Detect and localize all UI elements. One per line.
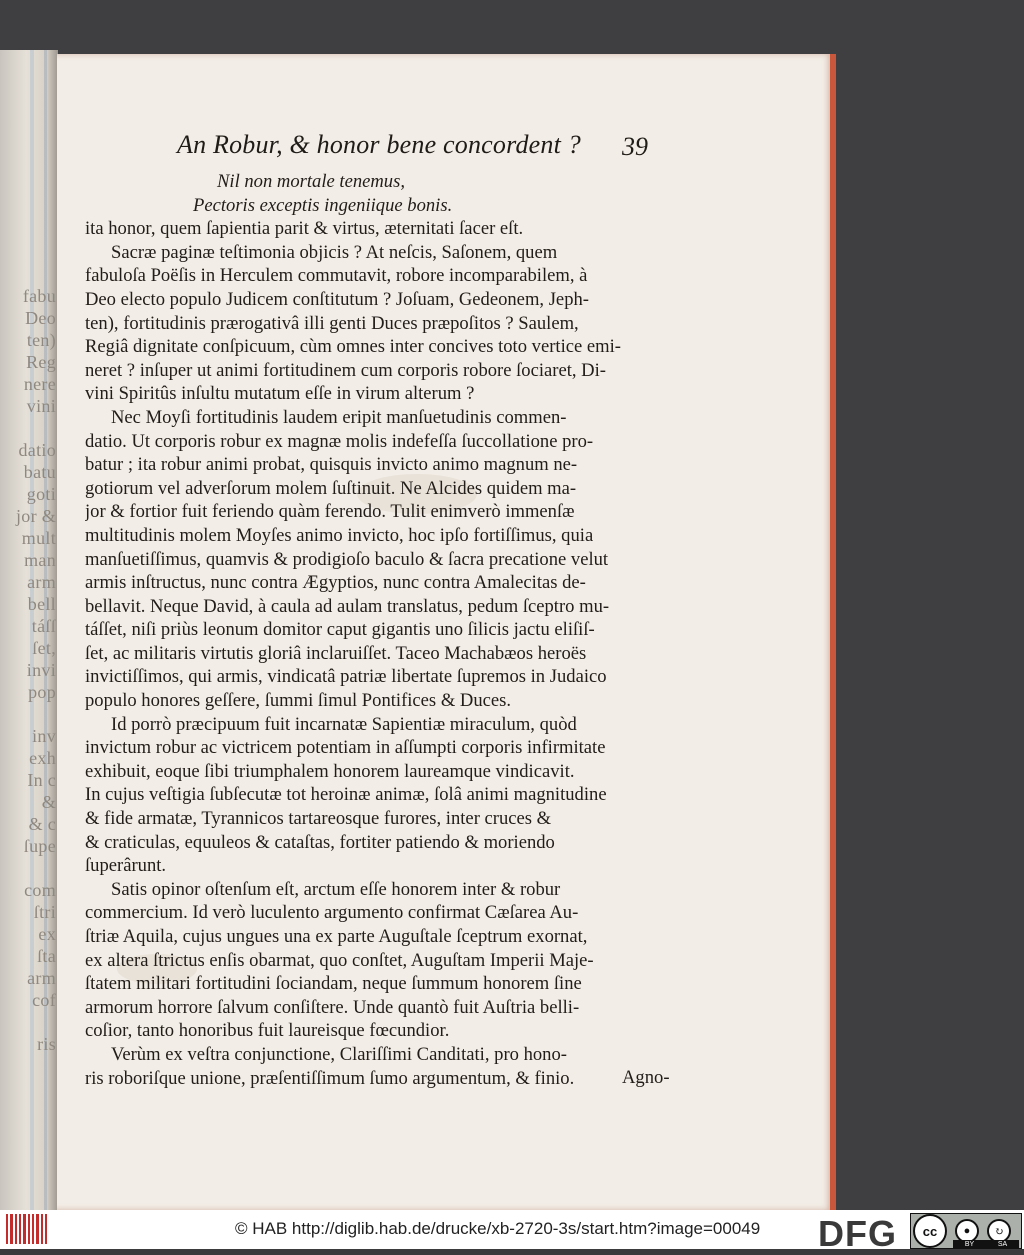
- text-line: jor & fortior fuit feriendo quàm ferendo. Tulit enimverò immenſæ: [85, 501, 575, 523]
- facing-page-fragment: In c: [27, 770, 56, 790]
- dfg-logo[interactable]: DFG: [818, 1213, 897, 1254]
- facing-page-fragment: táſſ: [31, 616, 56, 636]
- facing-page-fragment: nere: [23, 374, 56, 394]
- facing-page-fragment: exh: [29, 748, 56, 768]
- facing-page-fragment: pop: [28, 682, 56, 702]
- text-line: ſtriæ Aquila, cujus ungues una ex parte Auguſtale ſceptrum exornat,: [85, 926, 588, 947]
- text-line: ris roboriſque unione, præſentiſſimum ſumo argumentum, & finio.: [85, 1067, 575, 1089]
- text-line: armis inſtructus, nunc contra Ægyptios, nunc contra Amalecitas de-: [85, 572, 586, 594]
- book-page: [57, 54, 836, 1210]
- facing-page-fragment: inv: [32, 726, 56, 746]
- facing-page-fragment: [0, 417, 56, 439]
- facing-page-fragment: bell: [27, 594, 56, 614]
- text-line: neret ? inſuper ut animi fortitudinem cum corporis robore ſociaret, Di-: [85, 359, 606, 381]
- facing-page-fragment: [0, 857, 56, 879]
- facing-page-fragment: ſtri: [33, 902, 56, 922]
- verse-line: Nil non mortale tenemus,: [217, 171, 405, 192]
- facing-page-fragment: ris: [37, 1034, 56, 1054]
- facing-page-fragment: & c: [28, 814, 56, 834]
- text-line: populo honores geſſere, ſummi ſimul Pontifices & Duces.: [85, 690, 512, 712]
- cc-icon: cc: [913, 1214, 947, 1248]
- text-line: Nec Moyſi fortitudinis laudem eripit manſuetudinis commen-: [111, 406, 567, 428]
- facing-page-fragment: com: [24, 880, 56, 900]
- facing-page-text: [0, 285, 56, 1055]
- facing-page-fragment: datio: [18, 440, 56, 460]
- facing-page-fragment: mult: [21, 528, 56, 548]
- running-head: An Robur, & honor bene concordent ?: [177, 130, 581, 159]
- text-line: coſior, tanto honoribus fuit laureisque fœcundior.: [85, 1020, 450, 1042]
- facing-page-fragment: ten): [26, 330, 56, 350]
- facing-page-fragment: jor &: [16, 506, 56, 526]
- license-by-label: BY: [964, 1241, 975, 1248]
- facing-page-fragment: &: [41, 792, 56, 812]
- facing-page-fragment: man: [24, 550, 56, 570]
- catchword: Agno-: [622, 1067, 670, 1088]
- text-line: ſet, ac militaris virtutis gloriâ inclaruiſſet. Taceo Machabæos heroës: [85, 642, 587, 664]
- text-line: batur ; ita robur animi probat, quisquis invicto animo magnum ne-: [85, 454, 578, 476]
- text-line: invictiſſimos, qui armis, vindicatâ patriæ libertate ſupremos in Judaico: [85, 666, 607, 688]
- text-line: gotiorum vel adverſorum molem ſuſtinuit. Ne Alcides quidem ma-: [85, 477, 577, 499]
- creative-commons-license-badge[interactable]: [910, 1213, 1022, 1249]
- hab-barcode-icon: [6, 1214, 50, 1244]
- facing-page-fragment: goti: [26, 484, 56, 504]
- facing-page-fragment: arm: [27, 968, 56, 988]
- share-alike-icon: ↻: [987, 1219, 1011, 1243]
- license-sa-label: SA: [997, 1241, 1008, 1248]
- page-body-text: [85, 170, 700, 1090]
- verse-line: Pectoris exceptis ingeniique bonis.: [193, 194, 453, 216]
- facing-page-fragment: arm: [27, 572, 56, 592]
- facing-page-fragment: vini: [26, 396, 56, 416]
- text-line: ita honor, quem ſapientia parit & virtus, æternitati ſacer eſt.: [85, 218, 524, 240]
- text-line: exhibuit, eoque ſibi triumphalem honorem laureamque vindicavit.: [85, 760, 575, 782]
- text-line: Regiâ dignitate conſpicuum, cùm omnes inter concives toto vertice emi-: [85, 336, 621, 358]
- attribution-person-icon: ●: [955, 1219, 979, 1243]
- text-line: datio. Ut corporis robur ex magnæ molis indefeſſa ſuccollatione pro-: [85, 430, 594, 452]
- facing-page-fragment: ſet,: [32, 638, 56, 658]
- text-line: armorum horrore ſalvum conſiſtere. Unde quantò fuit Auſtria belli-: [85, 996, 580, 1018]
- page-number: 39: [622, 132, 648, 161]
- facing-page-fragment: ſta: [37, 946, 56, 966]
- text-line: & fide armatæ, Tyrannicos tartareosque furores, inter cruces &: [85, 808, 552, 830]
- text-line: ſuperârunt.: [85, 855, 167, 877]
- text-line: invictum robur ac victricem potentiam in aſſumpti corporis infirmitate: [85, 737, 606, 759]
- facing-page-fragment: ſupe: [23, 836, 56, 856]
- text-line: táſſet, niſi priùs leonum domitor caput gigantis uno ſilicis jactu eliſiſ-: [85, 619, 595, 641]
- text-line: Satis opinor oſtenſum eſt, arctum eſſe honorem inter & robur: [111, 878, 561, 900]
- text-line: manſuetiſſimus, quamvis & prodigioſo baculo & ſacra precatione velut: [85, 548, 609, 570]
- license-labels: [953, 1240, 1019, 1249]
- copyright-link[interactable]: © HAB http://diglib.hab.de/drucke/xb-2720-3s/start.htm?image=00049: [235, 1219, 761, 1238]
- page-header: [177, 130, 737, 170]
- text-line: multitudinis molem Moyſes animo invicto, hoc ipſo fortiſſimus, quia: [85, 524, 594, 546]
- viewer-footer: [0, 1210, 1024, 1254]
- text-line: Sacræ paginæ teſtimonia objicis ? At neſcis, Saſonem, quem: [111, 241, 558, 263]
- facing-page-fragment: [0, 703, 56, 725]
- text-line: bellavit. Neque David, à caula ad aulam translatus, pedum ſceptro mu-: [85, 595, 610, 617]
- text-line: ex altera ſtrictus enſis obarmat, quo conſtet, Auguſtam Imperii Maje-: [85, 949, 594, 971]
- facing-page-fragment: fabu: [22, 286, 56, 306]
- facing-page-fragment: Deo: [25, 308, 56, 328]
- facing-page-fragment: invi: [26, 660, 56, 680]
- facing-page-fragment: cof: [32, 990, 56, 1010]
- text-line: Id porrò præcipuum fuit incarnatæ Sapientiæ miraculum, quòd: [111, 713, 577, 735]
- text-line: vini Spiritûs inſultu mutatum eſſe in virum alterum ?: [85, 383, 475, 405]
- text-line: Verùm ex veſtra conjunctione, Clariſſimi Canditati, pro hono-: [111, 1043, 567, 1065]
- text-line: ten), fortitudinis prærogativâ illi genti Duces præpoſitos ? Saulem,: [85, 312, 579, 334]
- text-line: fabuloſa Poëſis in Herculem commutavit, robore incomparabilem, à: [85, 265, 588, 287]
- text-line: In cujus veſtigia ſubſecutæ tot heroinæ animæ, ſolâ animi magnitudine: [85, 784, 607, 806]
- facing-page-fragment: batu: [23, 462, 56, 482]
- facing-page-fragment: ex: [38, 924, 56, 944]
- text-line: Deo electo populo Judicem conſtitutum ? Joſuam, Gedeonem, Jeph-: [85, 288, 589, 310]
- facing-page-fragment: [0, 1011, 56, 1033]
- facing-page-fragment: Reg: [26, 352, 56, 372]
- text-line: & craticulas, equuleos & cataſtas, fortiter patiendo & moriendo: [85, 831, 555, 853]
- text-line: commercium. Id verò luculento argumento confirmat Cæſarea Au-: [85, 902, 579, 924]
- text-line: ſtatem militari fortitudini ſociandam, neque ſummum honorem ſine: [85, 973, 582, 995]
